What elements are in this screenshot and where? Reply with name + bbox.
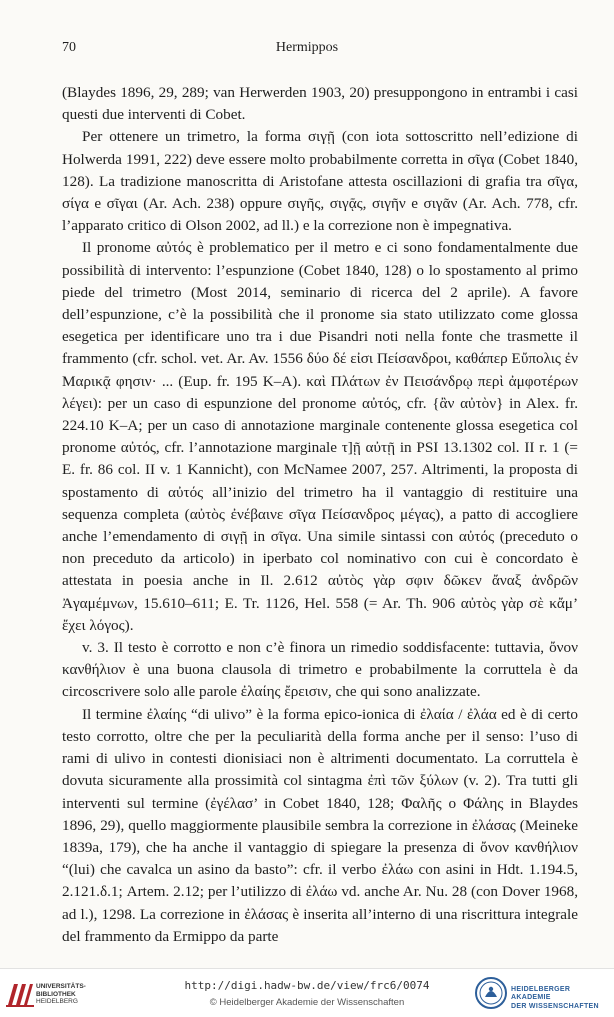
- right-logo-line-2: DER WISSENSCHAFTEN: [511, 1002, 599, 1010]
- viewer-footer: [0, 968, 614, 1017]
- paragraph-1: (Blaydes 1896, 29, 289; van Herwerden 1903, 20) presuppongono in entrambi i casi questi due interventi di Cobet.: [62, 84, 578, 124]
- permalink-url[interactable]: http://digi.hadw-bw.de/view/frc6/0074: [184, 979, 430, 992]
- running-title: Hermippos: [275, 40, 339, 55]
- left-logo-line-1: UNIVERSITÄTS-: [36, 983, 86, 990]
- academy-seal-icon: [475, 977, 507, 1009]
- academy-logo[interactable]: [475, 977, 610, 1011]
- left-logo-line-3: HEIDELBERG: [36, 998, 78, 1006]
- paragraph-2: Per ottenere un trimetro, la forma σιγῇ (con iota sottoscritto nell’edizione di Holwerda 1991, 222) deve essere molto probabilmente corretta in σῖγα (Cobet 1840, 128). La tradizione manoscritta di Aristofane attesta oscillazioni di grafia tra σῖγα, σίγα e σῖγαι (Ar. Ach. 238) oppure σιγῆς, σιγᾷς, σιγῆν e σιγᾶν (Ar. Ach. 778, cfr. l’apparato critico di Olson 2002, ad ll.) e la correzione non è impegnativa.: [62, 128, 578, 235]
- left-logo-line-2: BIBLIOTHEK: [36, 990, 76, 998]
- right-logo-line-1: HEIDELBERGER AKADEMIE: [511, 986, 571, 1002]
- copyright-notice: © Heidelberger Akademie der Wissenschaften: [209, 997, 405, 1008]
- body-text: [62, 82, 578, 948]
- paragraph-4: v. 3. Il testo è corrotto e non c’è finora un rimedio soddisfacente: tuttavia, ὄνον κανθήλιον è una buona clausola di trimetro e probabilmente la corruttela è da circoscrivere solo alle parole ἐλαίης ἔρεισιν, che qui sono analizzate.: [62, 639, 578, 701]
- paragraph-5: Il termine ἐλαίης “di ulivo” è la forma epico-ionica di ἐλαία / ἐλάα ed è di certo testo corrotto, oltre che per la peculiarità della forma anche per il senso: l’uso di rami di ulivo in contesti dionisiaci non è altrimenti documentato. La corruttela è dovuta sicuramente alla prossimità col sintagma ἐπὶ τῶν ξύλων (v. 2). Tra tutti gli interventi sul termine (ἐγέλασ’ in Cobet 1840, 128; Φαλῆς o Φάλης in Blaydes 1896, 29), quello maggiormente plausibile sembra la correzione in ἐλάσας (Meineke 1839a, 179), che ha anche il vantaggio di spiegare la presenza di ὄνον κανθήλιον “(lui) che cavalca un asino da basto”: cfr. il verbo ἐλάω con asini in Hdt. 1.194.5, 2.121.δ.1; Artem. 2.12; per l’utilizzo di ἐλάω vd. anche Ar. Nu. 28 (con Dover 1968, ad l.), 1298. La correzione in ἐλάσας è inserita all’interno di una riscrittura integrale del frammento da Ermippo da parte: [62, 705, 578, 945]
- page-number: 70: [62, 40, 76, 55]
- paragraph-3: Il pronome αὐτός è problematico per il metro e ci sono fondamentalmente due possibilità di intervento: l’espunzione (Cobet 1840, 128) o lo spostamento al primo piede del trimetro (Most 2014, seminario di ricerca del 2 aprile). A favore dell’espunzione, c’è la possibilità che il pronome sia stato utilizzato come glossa esegetica per identificare uno tra i due Pisandri noti nella fonte che trasmette il frammento (cfr. schol. vet. Ar. Av. 1556 δύο δέ εἰσι Πείσανδροι, καθάπερ Εὔπολις ἐν Μαρικᾷ φησιν· ... (Eup. fr. 195 K–A). καὶ Πλάτων ἐν Πεισάνδρῳ περὶ ἀμφοτέρων λέγει): per un caso di espunzione del pronome αὐτός, cfr. {ἂν αὐτὸν} in Alex. fr. 224.10 K–A; per un caso di annotazione marginale contenente glossa esegetica col pronome αὐτός, cfr. l’annotazione marginale τ]ῇ αὐτῇ in PSI 13.1302 col. II r. 1 (= E. fr. 86 col. II v. 1 Kannicht), con McNamee 2007, 257. Altrimenti, la proposta di spostamento di αὐτός all’inizio del trimetro ha il vantaggio di restituire una sequenza completa (αὐτὸς ἐνέβαινε σῖγα Πείσανδρος μέγας), a patto di accogliere anche l’emendamento di σιγῇ in σῖγα. Una simile sintassi con αὐτός (preceduto o non preceduto da articolo) in iperbato col nominativo con cui è concordato è attestata in poesia anche in Il. 2.612 αὐτὸς γὰρ σφιν δῶκεν ἄναξ ἀνδρῶν Ἀγαμέμνων, 15.610–611; E. Tr. 1126, Hel. 558 (= Ar. Th. 906 αὐτὸς γὰρ σὲ κἄμ’ ἔχει λόγος).: [62, 239, 578, 634]
